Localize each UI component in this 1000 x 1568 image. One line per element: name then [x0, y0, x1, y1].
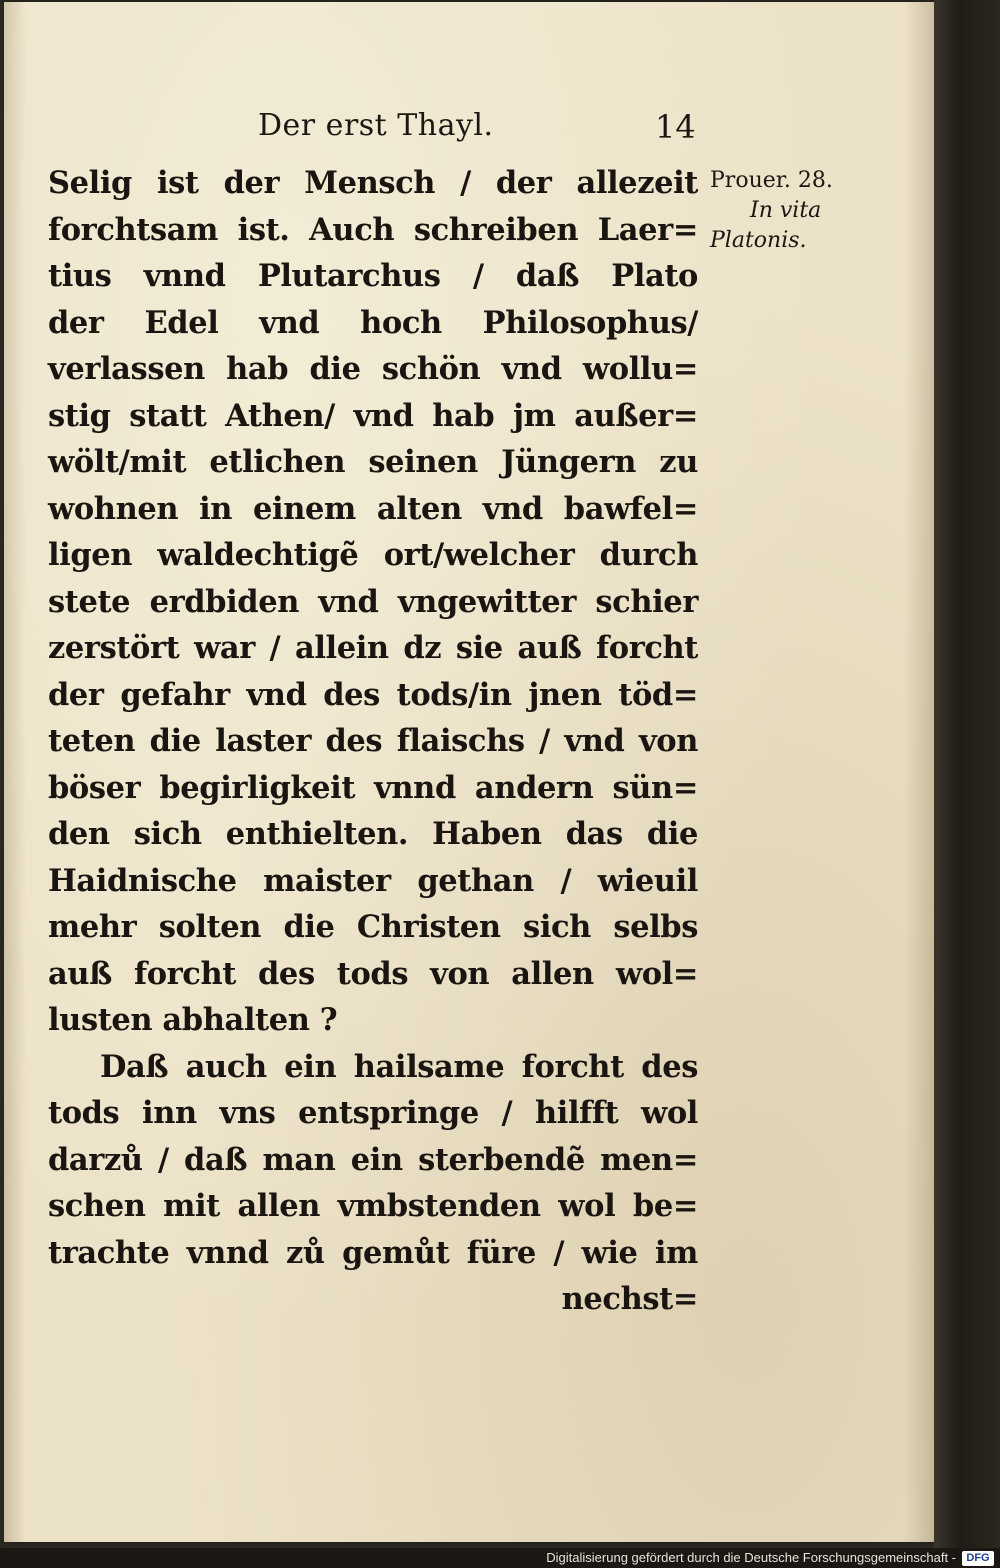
text-line: schen mit allen vmbstenden wol be= — [48, 1188, 698, 1224]
dfg-logo-icon: DFG — [962, 1551, 994, 1566]
text-line: auß forcht des tods von allen wol= — [48, 955, 698, 992]
text-line: der gefahr vnd des tods/in jnen töd= — [48, 676, 698, 713]
marginal-notes — [710, 166, 870, 256]
text-line: stete erdbiden vnd vngewitter schier — [48, 583, 698, 620]
text-line: darzů / daß man ein sterbendẽ men= — [48, 1141, 698, 1178]
text-line: verlassen hab die schön vnd wollu= — [48, 351, 698, 387]
text-line: lusten abhalten ? — [48, 1002, 338, 1038]
text-line: trachte vnnd zů gemůt füre / wie im — [48, 1234, 698, 1271]
running-head: Der erst Thayl. — [258, 108, 494, 143]
body-text — [48, 160, 698, 1323]
text-line: zerstört war / allein dz sie auß forcht — [48, 630, 698, 666]
page-number: 14 — [655, 108, 696, 146]
text-line: tods inn vns entspringe / hilfft wol — [48, 1095, 698, 1131]
marginal-reference-proverbs: Prouer. 28. — [710, 168, 833, 193]
marginal-reference-platonis: Platonis. — [710, 228, 807, 253]
catchword: nechst= — [561, 1281, 698, 1317]
text-line: Selig ist der Mensch / der allezeit — [48, 165, 698, 201]
text-line: ligen waldechtigẽ ort/welcher durch — [48, 537, 698, 573]
text-line: Haidnische maister gethan / wieuil — [48, 862, 698, 899]
text-line: Daß auch ein hailsame forcht des — [100, 1048, 698, 1085]
marginal-reference-vita: In vita — [750, 198, 822, 223]
text-line: wölt/mit etlichen seinen Jüngern zu — [48, 444, 698, 480]
text-line: forchtsam ist. Auch schreiben Laer= — [48, 211, 698, 248]
text-line: tius vnnd Plutarchus / daß Plato — [48, 258, 698, 294]
text-line: stig statt Athen/ vnd hab jm außer= — [48, 397, 698, 434]
text-line: böser begirligkeit vnnd andern sün= — [48, 769, 698, 806]
page-edge-strip — [934, 0, 1000, 1548]
text-line: wohnen in einem alten vnd bawfel= — [48, 490, 698, 527]
text-line: mehr solten die Christen sich selbs — [48, 909, 698, 945]
footer-credit: Digitalisierung gefördert durch die Deutsche Forschungsgemeinschaft - — [546, 1550, 956, 1565]
text-line: teten die laster des flaischs / vnd von — [48, 723, 698, 759]
text-line: den sich enthielten. Haben das die — [48, 816, 698, 852]
text-line: der Edel vnd hoch Philosophus/ — [48, 304, 698, 341]
